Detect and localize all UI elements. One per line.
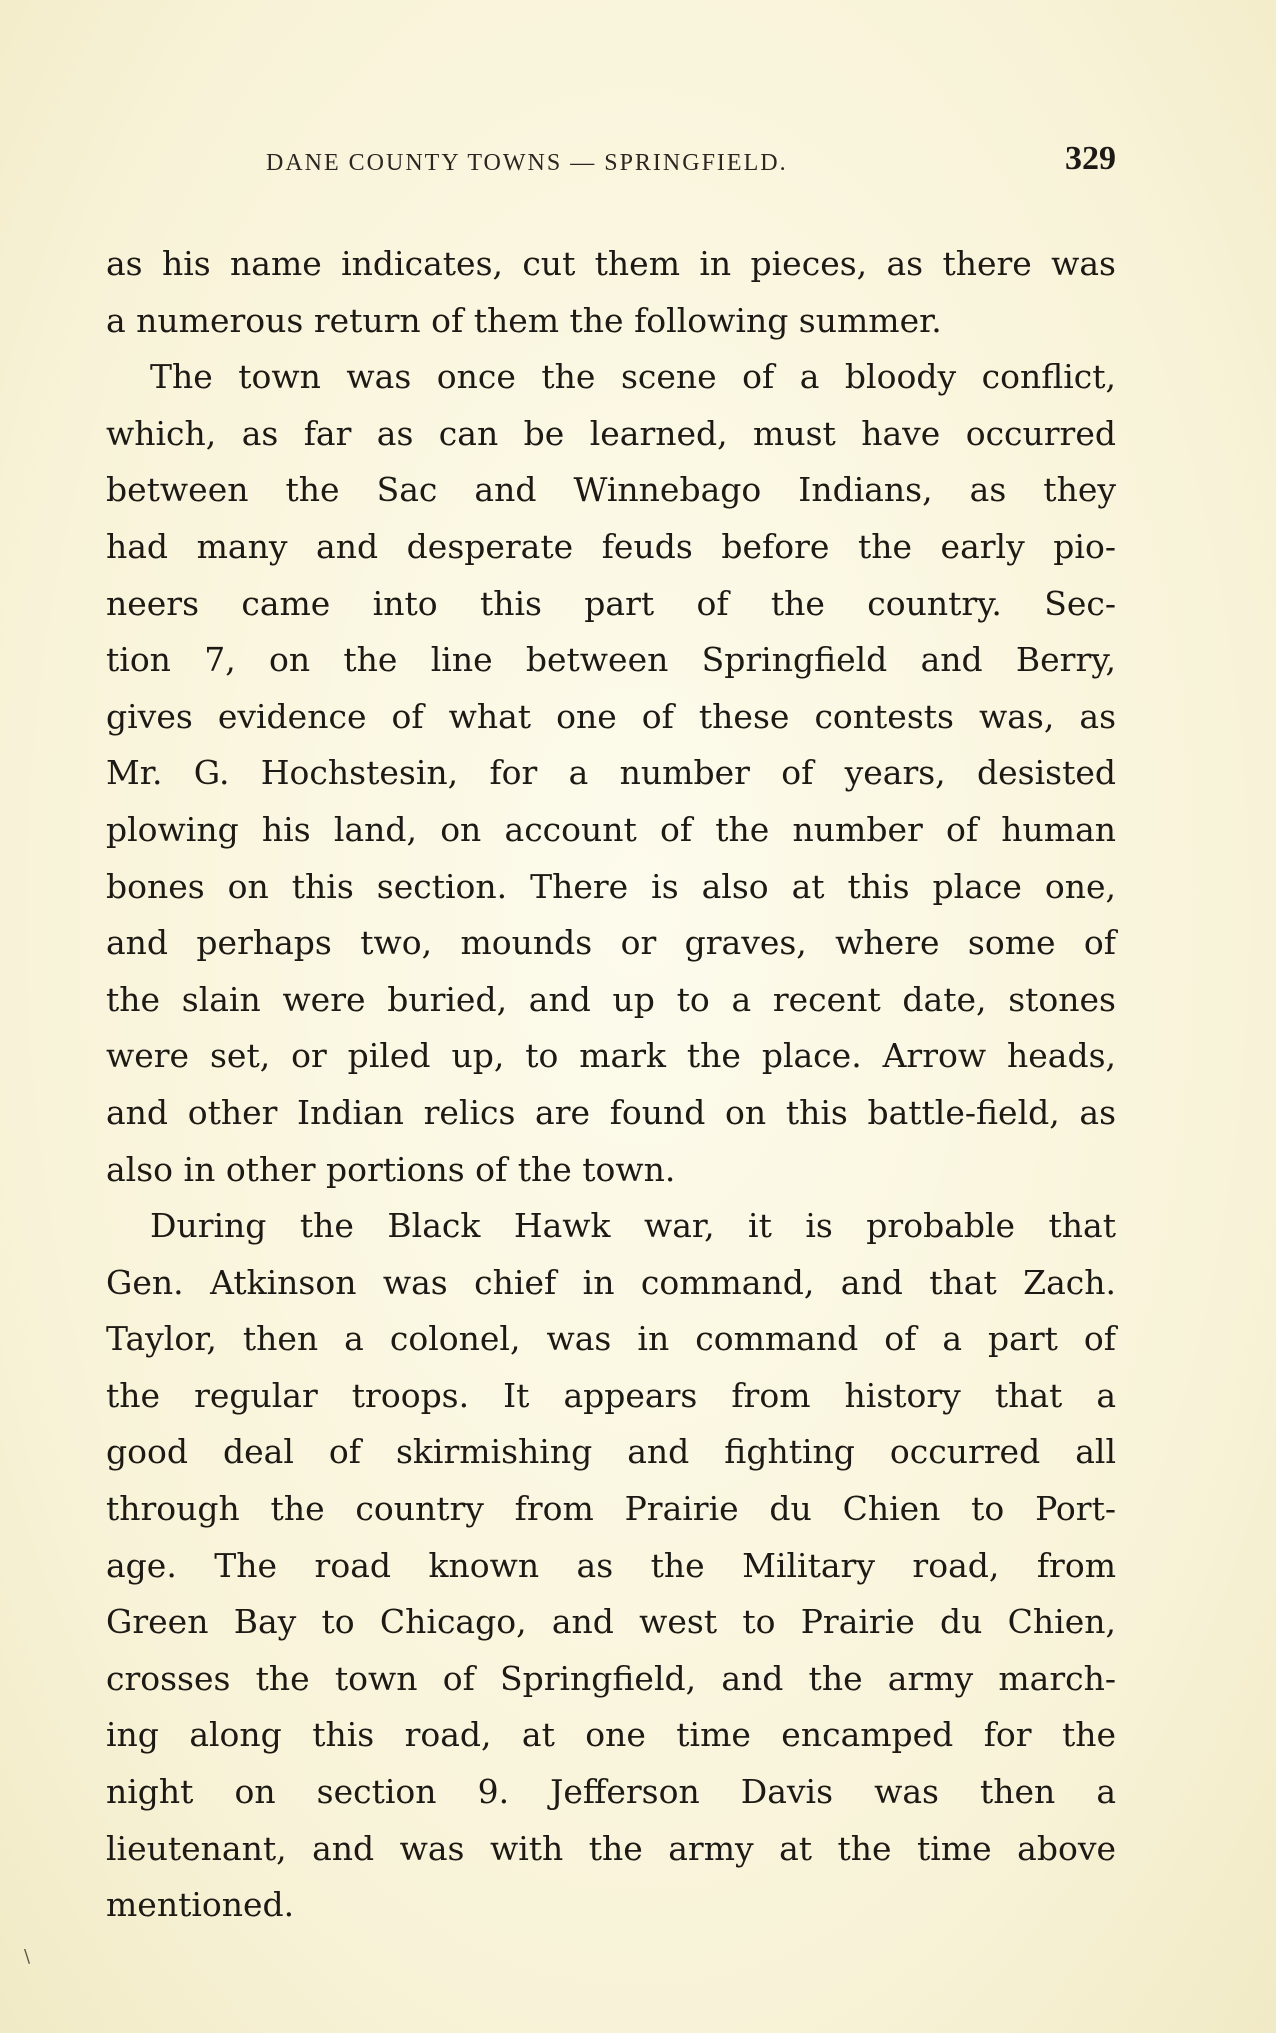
text-line: Taylor, then a colonel, was in command of a part of: [106, 1319, 1116, 1359]
page-header: [106, 140, 1116, 190]
text-line: and perhaps two, mounds or graves, where some of: [106, 923, 1116, 963]
text-line: also in other portions of the town.: [106, 1149, 676, 1189]
text-line: plowing his land, on account of the number of human: [106, 809, 1116, 849]
text-line: Green Bay to Chicago, and west to Prairie du Chien,: [106, 1602, 1116, 1642]
running-head: DANE COUNTY TOWNS — SPRINGFIELD.: [266, 150, 788, 176]
text-line: night on section 9. Jefferson Davis was then a: [106, 1772, 1116, 1812]
text-line: the slain were buried, and up to a recent date, stones: [106, 979, 1116, 1019]
text-line: gives evidence of what one of these contests was, as: [106, 696, 1116, 736]
text-line: ing along this road, at one time encamped for the: [106, 1715, 1116, 1755]
text-line: mentioned.: [106, 1885, 295, 1925]
text-line: a numerous return of them the following summer.: [106, 300, 942, 340]
text-line: the regular troops. It appears from history that a: [106, 1375, 1116, 1415]
text-line: Gen. Atkinson was chief in command, and that Zach.: [106, 1262, 1116, 1302]
text-line: which, as far as can be learned, must have occurred: [106, 413, 1116, 453]
text-line: The town was once the scene of a bloody conflict,: [150, 357, 1116, 397]
text-line: between the Sac and Winnebago Indians, as they: [106, 470, 1116, 510]
text-line: through the country from Prairie du Chien to Port-: [106, 1489, 1116, 1529]
text-line: tion 7, on the line between Springfield and Berry,: [106, 640, 1116, 680]
text-line: bones on this section. There is also at this place one,: [106, 866, 1116, 906]
body-text: [106, 236, 1116, 1934]
text-line: as his name indicates, cut them in pieces, as there was: [106, 244, 1116, 283]
text-line: neers came into this part of the country. Sec-: [106, 583, 1116, 623]
margin-mark: \: [24, 1946, 31, 1967]
text-line: crosses the town of Springfield, and the army march-: [106, 1658, 1116, 1698]
text-line: lieutenant, and was with the army at the time above: [106, 1828, 1116, 1868]
text-line: and other Indian relics are found on this battle-field, as: [106, 1092, 1116, 1132]
text-line: had many and desperate feuds before the early pio-: [106, 526, 1116, 566]
page-number: 329: [1065, 140, 1116, 177]
text-line: age. The road known as the Military road, from: [106, 1545, 1116, 1585]
text-line: good deal of skirmishing and fighting occurred all: [106, 1432, 1116, 1472]
text-line: Mr. G. Hochstesin, for a number of years, desisted: [106, 753, 1116, 793]
text-line: During the Black Hawk war, it is probable that: [150, 1206, 1116, 1246]
text-line: were set, or piled up, to mark the place. Arrow heads,: [106, 1036, 1116, 1076]
